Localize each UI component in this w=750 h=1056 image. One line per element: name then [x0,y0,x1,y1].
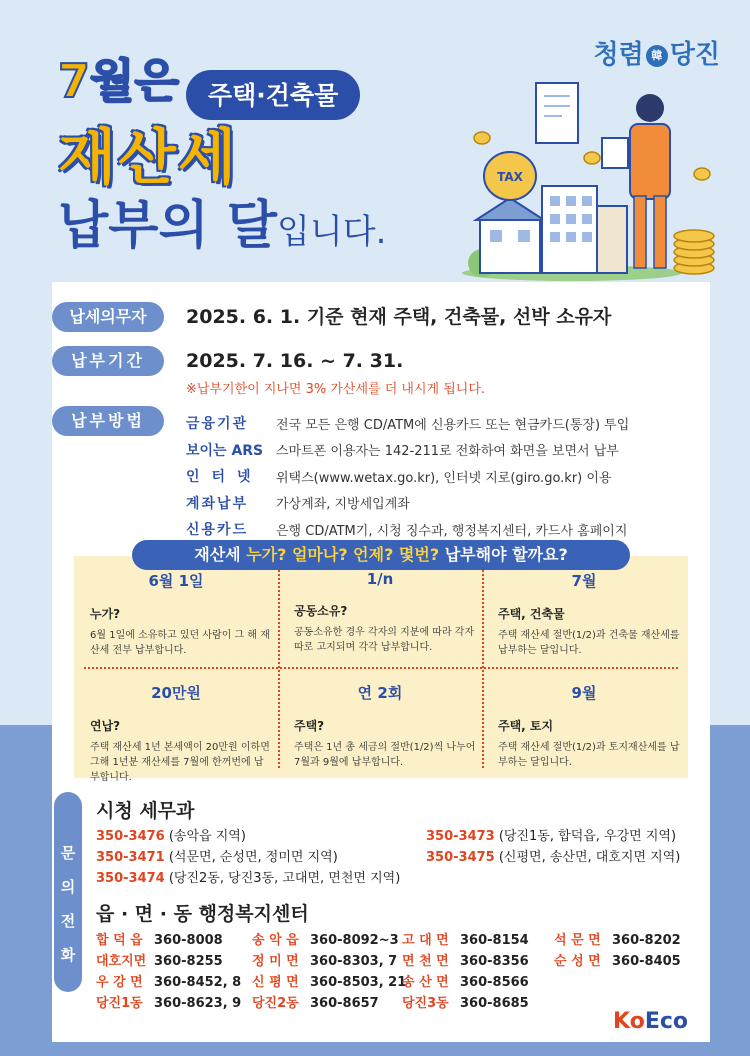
taxpayer-value: 2025. 6. 1. 기준 현재 주택, 건축물, 선박 소유자 [186,306,612,328]
office-number: 360-8356 [460,954,529,969]
phone-area: (당진1동, 합덕읍, 우강면 지역) [494,829,677,844]
method-item [186,516,629,543]
person-leg-right [654,196,666,268]
office-phone [402,950,529,969]
office-number: 360-8255 [154,954,223,969]
office-phone [96,992,241,1011]
logo-left: 청렴 [593,40,644,70]
info-card [52,282,710,1042]
tax-bag-label: TAX [497,170,523,184]
office-name: 고 대 면 [402,933,449,948]
faq-cell-desc: 주택은 1년 총 세금의 절반(1/2)씩 나누어 7월과 9월에 납부합니다. [294,742,476,768]
office-phone [402,929,529,948]
headline-line3-small: 입니다. [277,212,387,252]
city-phone [426,825,676,844]
office-number: 360-8685 [460,996,529,1011]
logo-right: 당진 [669,40,720,70]
phone-area: (신평면, 송산면, 대호지면 지역) [494,850,681,865]
method-key: 금융기관 [186,416,249,433]
faq-cell-question: 누가? [90,607,121,621]
payment-methods-list [186,410,629,543]
office-number: 360-8452, 8 [154,975,242,990]
city-tax-title: 시청 세무과 [96,800,195,822]
phone-number: 350-3474 [96,871,165,886]
faq-cell-question: 공동소유? [294,604,348,618]
method-value: 전국 모든 은행 CD/ATM에 신용카드 또는 현금카드(통장) 투입 [276,417,630,433]
period-label: 납부기간 [52,346,164,376]
office-name: 합 덕 읍 [96,933,143,948]
period-row [52,346,403,376]
penalty-note: ※납부기한이 지나면 3% 가산세를 더 내시게 됩니다. [186,382,486,397]
headline-month: 7 [58,54,91,108]
method-key: 보이는 ARS [186,442,264,459]
side-char: 전 [60,912,76,930]
house-icon [480,218,540,273]
contact-side-label [54,792,82,992]
headline-line1 [58,54,179,108]
method-label: 납부방법 [52,406,164,436]
mini-house-icon [602,138,628,168]
phone-number: 350-3473 [426,829,495,844]
tax-illustration [462,78,722,288]
building-small-icon [597,206,627,273]
office-phone [554,950,681,969]
city-phone [96,846,338,865]
office-number: 360-8405 [612,954,681,969]
person-head-icon [636,94,664,122]
faq-cell-head: 1/n [366,570,394,588]
faq-cell-desc: 주택 재산세 절반(1/2)과 건축물 재산세를 납부하는 달입니다. [498,630,680,656]
office-name: 신 평 면 [252,975,299,990]
office-name: 송 산 면 [402,975,449,990]
office-phone [96,971,241,990]
faq-cell-desc: 주택 재산세 1년 본세액이 20만원 이하면 그해 1년분 재산세를 7월에 한꺼번에 납부합니다. [90,742,270,783]
office-number: 360-8503, 21 [310,975,407,990]
office-phone [554,929,681,948]
office-number: 360-8623, 9 [154,996,242,1011]
city-phone [426,846,680,865]
office-phone [402,992,529,1011]
koeco-logo-a: Ko [613,1009,645,1034]
koeco-logo-b: Eco [644,1009,688,1034]
question-highlight: 누가? 얼마나? 언제? 몇번? [246,545,440,564]
hero-banner [0,0,750,285]
phone-number: 350-3475 [426,850,495,865]
phone-number: 350-3476 [96,829,165,844]
faq-cell-desc: 공동소유한 경우 각자의 지분에 따라 각자 따로 고지되며 각각 납부합니다. [294,627,475,653]
office-number: 360-8092~3 [310,933,399,948]
headline-line3-big: 납부의 달 [58,196,278,256]
headline-pill: 주택·건축물 [186,70,360,120]
faq-cell-head: 연 2회 [357,684,403,702]
faq-cell-head: 20만원 [151,684,201,702]
office-phone [252,992,379,1011]
faq-cell-head: 6월 1일 [148,572,204,590]
city-logo [594,34,720,71]
method-key: 신용카드 [186,522,249,539]
office-number: 360-8657 [310,996,379,1011]
headline-line3 [58,196,387,256]
phone-number: 350-3471 [96,850,165,865]
office-name: 정 미 면 [252,954,299,969]
method-key: 계좌납부 [186,495,249,512]
question-post: 납부해야 할까요? [439,545,568,564]
faq-cell [74,668,278,783]
period-value: 2025. 7. 16. ~ 7. 31. [186,350,404,372]
person-body-icon [630,124,670,199]
office-name: 석 문 면 [554,933,601,948]
phone-area: (송악읍 지역) [164,829,246,844]
taxpayer-row [52,302,611,332]
person-leg-left [634,196,646,268]
faq-cell-question: 연납? [90,719,121,733]
question-pre: 재산세 [194,545,247,564]
office-name: 당진1동 [96,996,143,1011]
city-phone [96,825,246,844]
office-number: 360-8008 [154,933,223,948]
question-banner [132,540,630,570]
taxpayer-label: 납세의무자 [52,302,164,332]
phone-area: (석문면, 순성면, 정미면 지역) [164,850,338,865]
office-phone [252,929,399,948]
side-char: 의 [60,878,76,896]
office-name: 면 천 면 [402,954,449,969]
office-number: 360-8154 [460,933,529,948]
faq-cell-desc: 6월 1일에 소유하고 있던 사람이 그 해 재산세 전부 납부합니다. [90,630,270,656]
faq-cell-head: 9월 [571,684,597,702]
city-phone [96,867,400,886]
side-char: 문 [60,844,76,862]
method-item [186,463,629,490]
faq-cell [482,556,686,666]
faq-cell-head: 7월 [571,572,597,590]
faq-cell-question: 주택, 건축물 [498,607,565,621]
office-phone [96,929,223,948]
office-phone [96,950,223,969]
method-item [186,490,629,517]
method-key: 인터넷 [186,469,263,486]
method-item [186,410,629,437]
office-title: 읍 · 면 · 동 행정복지센터 [96,903,309,925]
method-item [186,437,629,464]
headline-month-suffix: 월은 [90,54,179,108]
phone-area: (당진2동, 당진3동, 고대면, 면천면 지역) [164,871,401,886]
faq-cell-question: 주택, 토지 [498,719,554,733]
office-phone [402,971,529,990]
receipt-icon [536,83,578,143]
office-name: 우 강 면 [96,975,143,990]
office-name: 대호지면 [96,954,147,969]
method-row [52,406,164,436]
office-name: 송 악 읍 [252,933,299,948]
office-number: 360-8303, 7 [310,954,398,969]
office-phone [252,971,406,990]
office-number: 360-8202 [612,933,681,948]
logo-mid: 韓 [646,45,668,67]
office-phone [252,950,397,969]
faq-cell [482,668,686,778]
headline-line2: 재산세 [58,123,238,193]
office-name: 당진2동 [252,996,299,1011]
faq-grid [74,556,688,783]
office-name: 순 성 면 [554,954,601,969]
koeco-logo [613,1009,688,1034]
side-char: 화 [60,946,76,964]
faq-cell [74,556,278,666]
method-value: 스마트폰 이용자는 142-211로 전화하여 화면을 보면서 납부 [276,444,619,460]
faq-cell [278,668,482,778]
method-value: 가상계좌, 지방세입계좌 [276,497,410,513]
office-number: 360-8566 [460,975,529,990]
office-name: 당진3동 [402,996,449,1011]
faq-cell-desc: 주택 재산세 절반(1/2)과 토지재산세를 납부하는 달입니다. [498,742,680,768]
roof-icon [476,198,544,220]
method-value: 은행 CD/ATM기, 시청 징수과, 행정복지센터, 카드사 홈페이지 [276,523,628,539]
faq-cell [278,556,482,666]
faq-cell-question: 주택? [294,719,325,733]
method-value: 위택스(www.wetax.go.kr), 인터넷 지로(giro.go.kr) 이용 [276,470,612,486]
